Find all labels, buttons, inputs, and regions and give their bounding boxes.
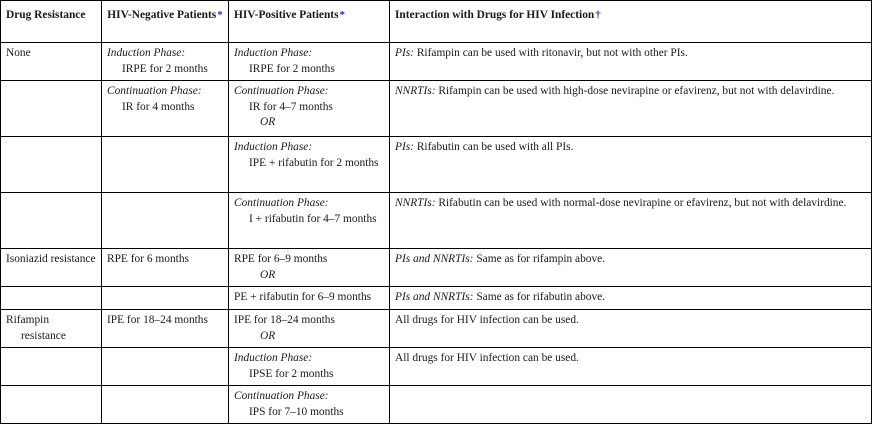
cell-hiv-positive: Induction Phase: IPSE for 2 months [229,348,390,386]
table-row [1,386,872,424]
cell-resistance [1,348,102,386]
cell-interaction: All drugs for HIV infection can be used. [390,310,872,348]
cell-hiv-positive: Continuation Phase: I + rifabutin for 4–7 months [229,193,390,249]
cell-resistance [1,137,102,193]
header-row [1,1,872,43]
cell-resistance [1,81,102,137]
cell-hiv-negative [102,348,229,386]
cell-hiv-positive: RPE for 6–9 months OR [229,249,390,287]
cell-interaction: NNRTIs: Rifampin can be used with high-dose nevirapine or efavirenz, but not with delavirdine. [390,81,872,137]
cell-resistance [1,193,102,249]
table-row [1,287,872,310]
header-drug-resistance: Drug Resistance [1,1,102,43]
table-row [1,137,872,193]
cell-resistance: Isoniazid resistance [1,249,102,287]
cell-hiv-positive: PE + rifabutin for 6–9 months [229,287,390,310]
cell-hiv-positive: Induction Phase: IPE + rifabutin for 2 months [229,137,390,193]
cell-interaction [390,386,872,424]
header-hiv-negative: HIV-Negative Patients* [102,1,229,43]
cell-interaction: PIs and NNRTIs: Same as for rifampin above. [390,249,872,287]
cell-resistance: None [1,43,102,81]
cell-resistance: Rifampin resistance [1,310,102,348]
cell-hiv-negative [102,137,229,193]
cell-resistance [1,287,102,310]
cell-resistance [1,386,102,424]
cell-hiv-negative: Continuation Phase: IR for 4 months [102,81,229,137]
table-row [1,81,872,137]
cell-interaction: NNRTIs: Rifabutin can be used with normal-dose nevirapine or efavirenz, but not with delavirdine. [390,193,872,249]
header-interaction: Interaction with Drugs for HIV Infection† [390,1,872,43]
cell-hiv-negative: IPE for 18–24 months [102,310,229,348]
cell-hiv-positive: Continuation Phase: IPS for 7–10 months [229,386,390,424]
cell-interaction: PIs: Rifampin can be used with ritonavir, but not with other PIs. [390,43,872,81]
header-hiv-positive: HIV-Positive Patients* [229,1,390,43]
table-row [1,249,872,287]
table-row [1,43,872,81]
footnote-mark: * [217,9,223,21]
cell-hiv-negative: Induction Phase: IRPE for 2 months [102,43,229,81]
cell-hiv-negative [102,193,229,249]
cell-interaction: PIs and NNRTIs: Same as for rifabutin above. [390,287,872,310]
table-row [1,310,872,348]
cell-hiv-positive: Continuation Phase: IR for 4–7 months OR [229,81,390,137]
table-row [1,348,872,386]
cell-interaction: All drugs for HIV infection can be used. [390,348,872,386]
cell-hiv-positive: IPE for 18–24 months OR [229,310,390,348]
cell-hiv-negative: RPE for 6 months [102,249,229,287]
table-row [1,193,872,249]
cell-hiv-negative [102,287,229,310]
cell-hiv-negative [102,386,229,424]
cell-hiv-positive: Induction Phase: IRPE for 2 months [229,43,390,81]
cell-interaction: PIs: Rifabutin can be used with all PIs. [390,137,872,193]
footnote-mark: † [595,9,601,21]
footnote-mark: * [339,9,346,21]
